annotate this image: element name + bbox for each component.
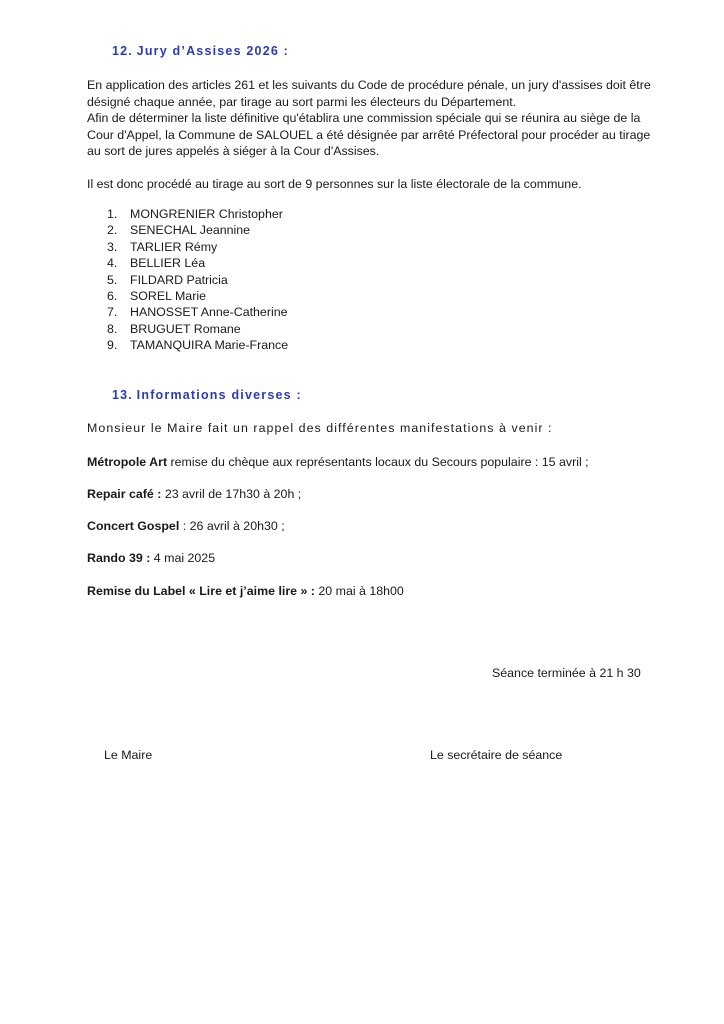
juror-name: HANOSSET Anne-Catherine <box>130 305 288 320</box>
section-12-paragraph <box>87 77 651 160</box>
event-label: Remise du Label « Lire et j’aime lire » : <box>87 584 315 598</box>
paragraph-line: En application des articles 261 et les suivants du Code de procédure pénale, un jury d'assises doit être <box>87 78 651 92</box>
event-label: Concert Gospel <box>87 519 180 533</box>
event-text: 20 mai à 18h00 <box>314 584 404 598</box>
section-13-heading: 13. Informations diverses : <box>112 388 302 402</box>
list-item: 8. BRUGUET Romane <box>107 321 241 336</box>
juror-list <box>107 206 288 354</box>
juror-name: SENECHAL Jeannine <box>130 223 251 238</box>
session-closing-time: Séance terminée à 21 h 30 <box>492 666 641 680</box>
event-text: 4 mai 2025 <box>150 551 216 565</box>
list-item: 9. TAMANQUIRA Marie-France <box>107 338 289 353</box>
event-item <box>87 455 589 469</box>
juror-name: SOREL Marie <box>130 289 206 304</box>
section-12-heading: 12. Jury d’Assises 2026 : <box>112 44 290 58</box>
list-item: 3. TARLIER Rémy <box>107 239 218 254</box>
list-item: 4. BELLIER Léa <box>107 256 206 271</box>
list-item: 1. MONGRENIER Christopher <box>107 207 283 221</box>
event-label: Repair café : <box>87 487 162 501</box>
juror-name: TAMANQUIRA Marie-France <box>130 338 289 353</box>
signature-secretary: Le secrétaire de séance <box>430 748 563 762</box>
juror-name: BRUGUET Romane <box>130 321 241 336</box>
juror-name: BELLIER Léa <box>130 256 206 271</box>
paragraph-line: au sort de jures appelés à siéger à la Cour d'Assises. <box>87 144 380 158</box>
list-item: 2. SENECHAL Jeannine <box>107 223 251 238</box>
paragraph-line: désigné chaque année, par tirage au sort parmi les électeurs du Département. <box>87 94 517 109</box>
juror-name: TARLIER Rémy <box>130 239 218 254</box>
event-label: Métropole Art <box>87 455 168 469</box>
draw-statement: Il est donc procédé au tirage au sort de 9 personnes sur la liste électorale de la commune. <box>87 177 582 191</box>
list-item: 6. SOREL Marie <box>107 289 206 304</box>
event-text: remise du chèque aux représentants locaux du Secours populaire : 15 avril ; <box>167 455 589 469</box>
event-item <box>87 551 215 565</box>
juror-name: MONGRENIER Christopher <box>130 207 283 221</box>
signature-mayor: Le Maire <box>104 748 153 762</box>
list-item: 5. FILDARD Patricia <box>107 272 228 287</box>
event-item <box>87 519 285 533</box>
announcement-intro: Monsieur le Maire fait un rappel des différentes manifestations à venir : <box>87 421 553 435</box>
event-text: 23 avril de 17h30 à 20h ; <box>161 487 302 501</box>
list-item: 7. HANOSSET Anne-Catherine <box>107 305 288 320</box>
paragraph-line: Cour d'Appel, la Commune de SALOUEL a été désignée par arrêté Préfectoral pour procéder au tirage <box>87 127 651 142</box>
event-label: Rando 39 : <box>87 551 151 565</box>
event-item <box>87 584 404 598</box>
paragraph-line: Afin de déterminer la liste définitive qu'établira une commission spéciale qui se réunira au siège de la <box>87 111 641 125</box>
event-item <box>87 487 301 501</box>
juror-name: FILDARD Patricia <box>130 272 228 287</box>
event-text: : 26 avril à 20h30 ; <box>179 519 285 533</box>
